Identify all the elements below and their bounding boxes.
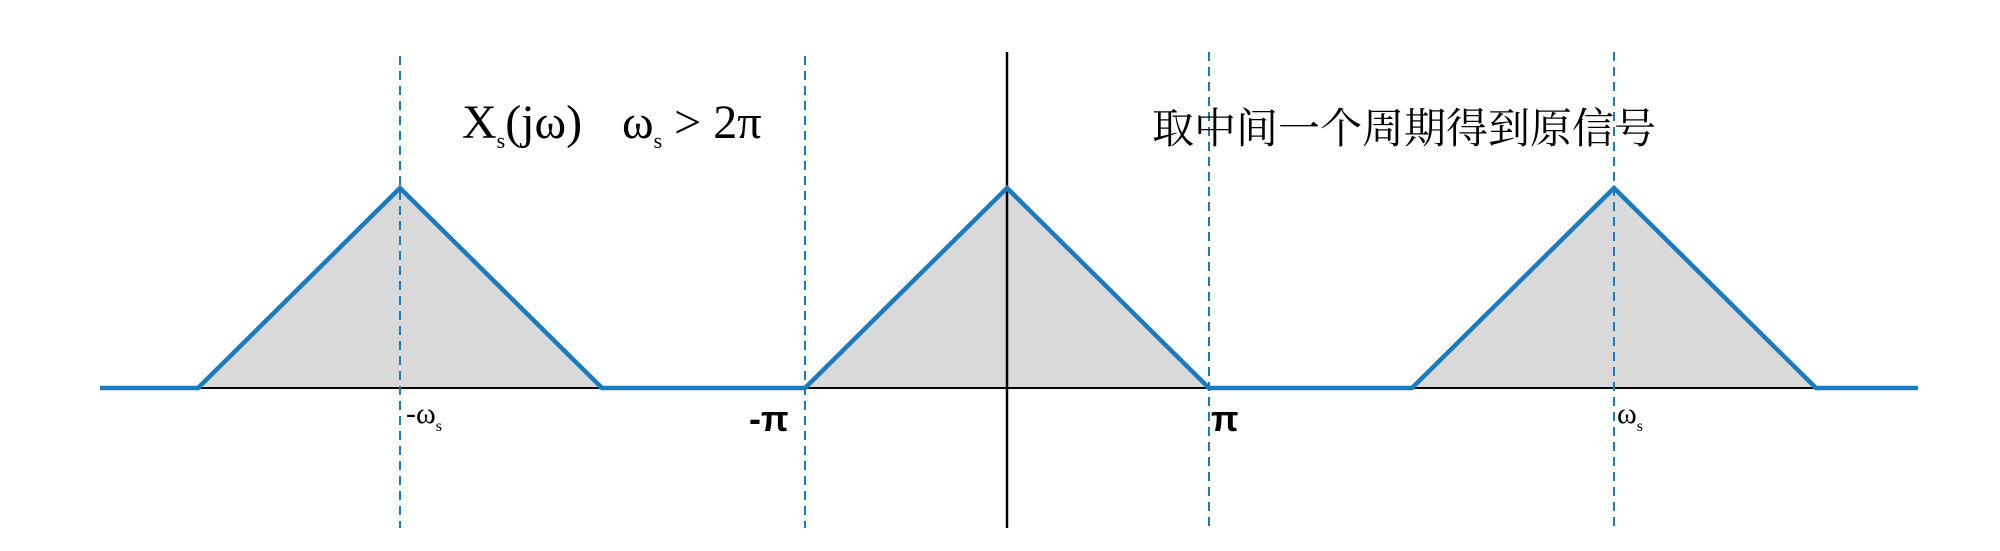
annotation-text: 取中间一个周期得到原信号: [1152, 105, 1657, 152]
tick-neg-omega-s-subscript: s: [435, 418, 442, 435]
tick-omega-s-main: ω: [1617, 397, 1637, 430]
spectrum-x: X: [462, 96, 497, 149]
spectrum-label: [462, 96, 761, 153]
tick-neg-omega-s: [406, 397, 442, 435]
condition-omega: ω: [622, 96, 654, 149]
spectrum-x-subscript: s: [496, 128, 506, 153]
tick-pi: π: [1211, 398, 1239, 439]
tick-neg-pi: -π: [749, 398, 789, 439]
condition-relation: > 2π: [674, 96, 762, 149]
tick-omega-s-subscript: s: [1636, 418, 1643, 435]
spectrum-argument: (jω): [505, 96, 583, 149]
tick-omega-s: [1617, 397, 1643, 435]
tick-neg-omega-s-main: -ω: [406, 397, 436, 430]
condition-omega-subscript: s: [653, 128, 663, 153]
